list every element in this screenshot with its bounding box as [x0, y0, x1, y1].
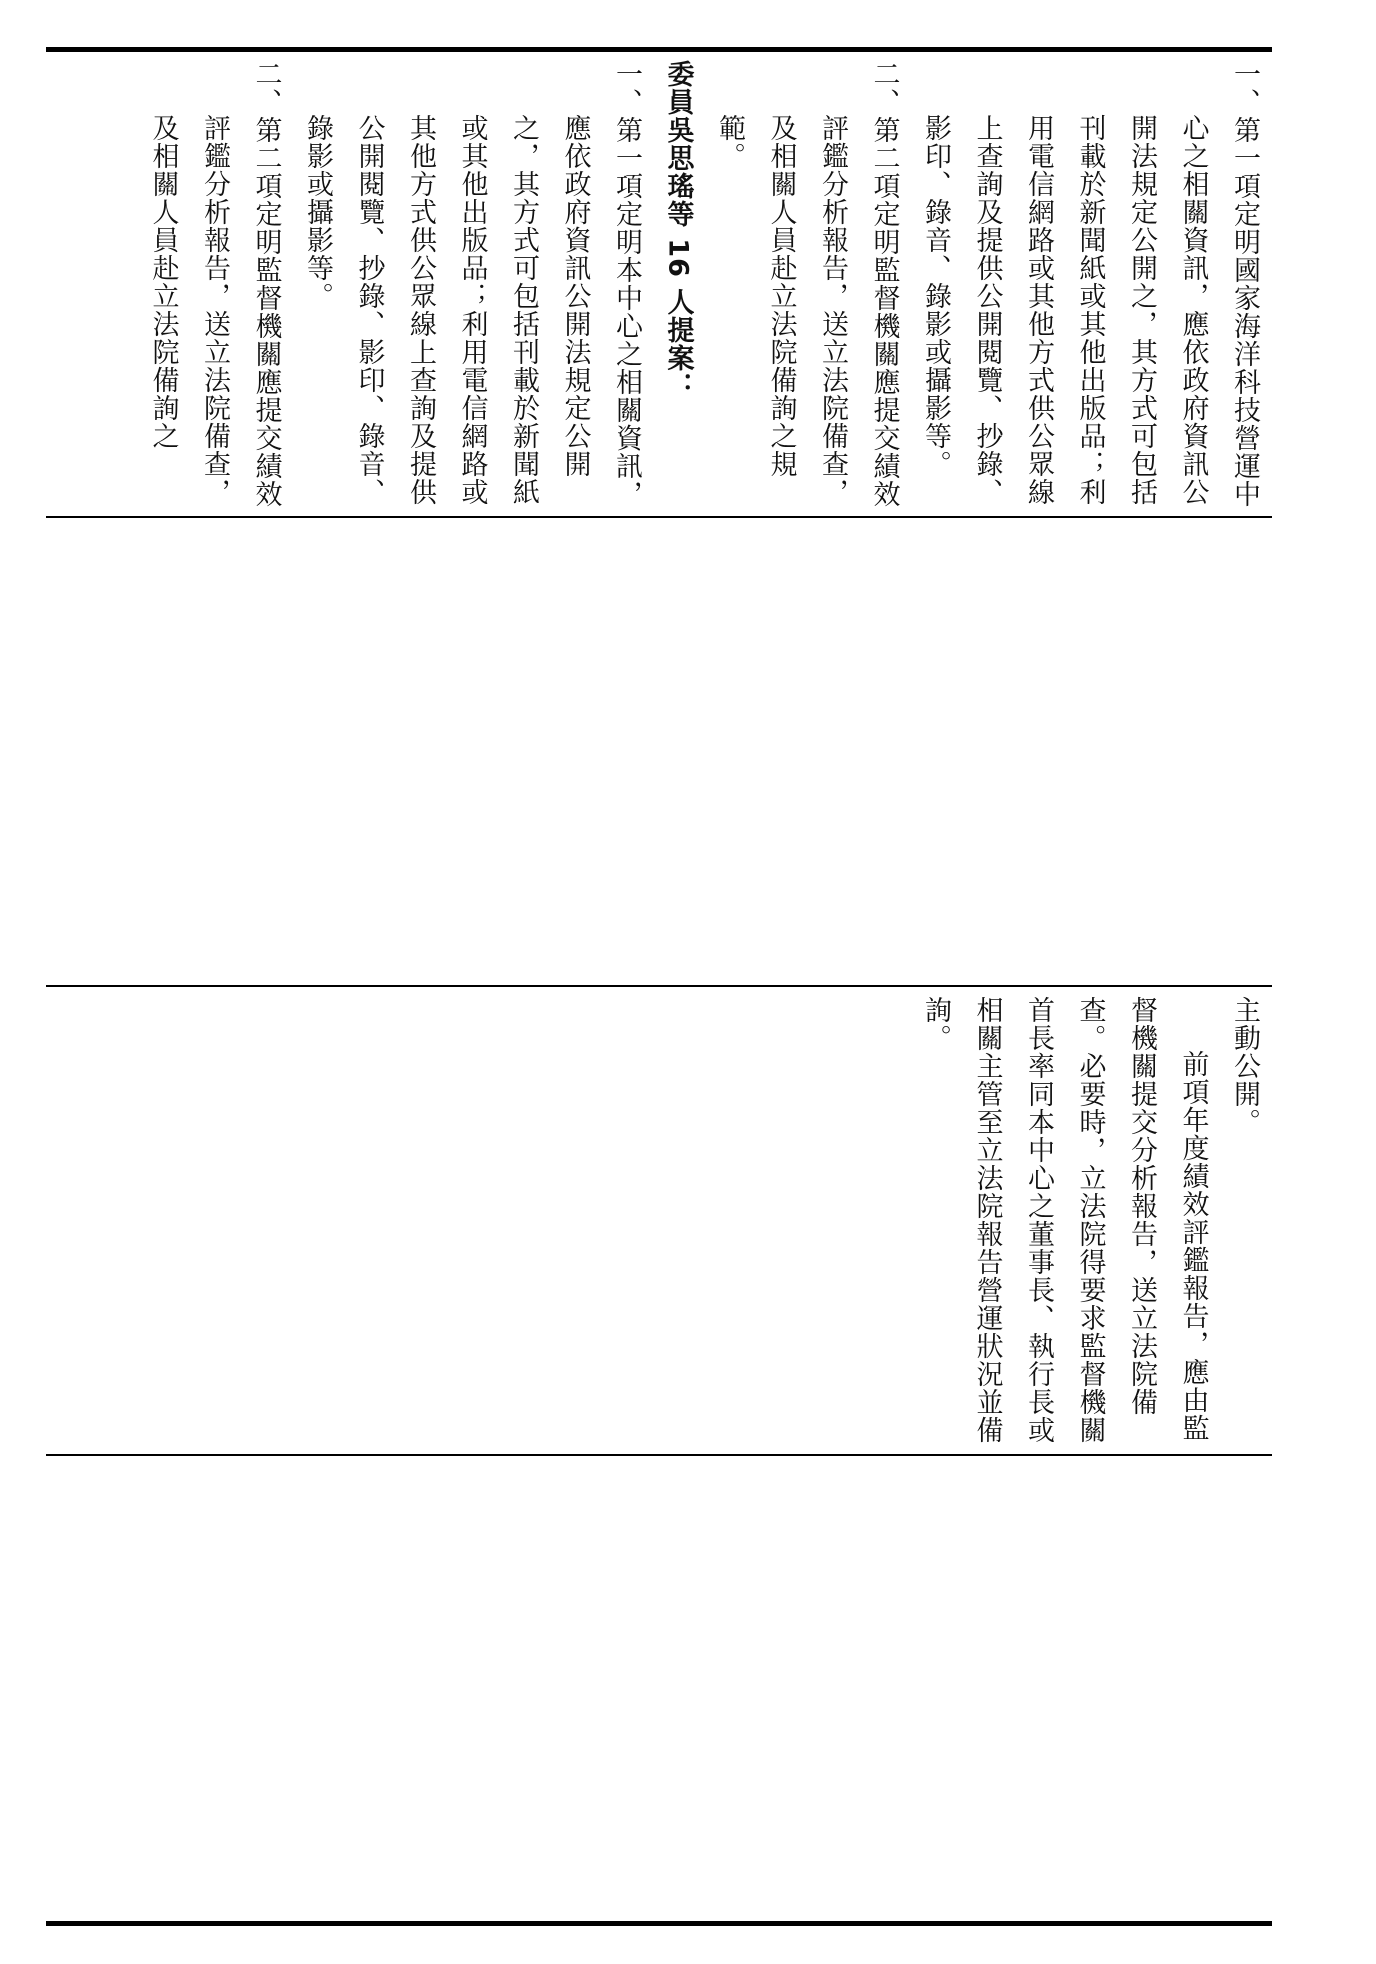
- article-text-paragraph-2: 前項年度績效評鑑報告，應由監督機關提交分析報告，送立法院備查。必要時，立法院得要求監督機關首長率同本中心之董事長、執行長或相關主管至立法院報告營運狀況並備詢。: [920, 996, 1209, 1444]
- proposal-item-1: 一、第一項定明本中心之相關資訊，應依政府資訊公開法規定公開之，其方式可包括刊載於新聞紙或其他出版品；利用電信網路或其他方式供公眾線上查詢及提供公開閱覽、抄錄、影印、錄音、錄影或攝影等。: [302, 60, 642, 508]
- explanation-cell: [58, 60, 1270, 508]
- mid-rule-3: [46, 1454, 1272, 1456]
- proposal-item-2: 二、第二項定明監督機關應提交績效評鑑分析報告，送立法院備查，及相關人員赴立法院備詢之: [147, 60, 282, 508]
- mid-rule-1: [46, 516, 1272, 518]
- proposal-heading: 委員吳思瑤等 16 人提案：: [662, 60, 694, 401]
- mid-rule-2: [46, 985, 1272, 987]
- bottom-rule: [46, 1921, 1272, 1926]
- top-rule: [46, 47, 1272, 52]
- article-text-cell: [58, 996, 1270, 1446]
- article-text-line-1: 主動公開。: [1229, 996, 1260, 1136]
- explanation-item-2: 二、第二項定明監督機關應提交績效評鑑分析報告，送立法院備查，及相關人員赴立法院備詢之規範。: [714, 60, 900, 508]
- explanation-item-1: 一、第一項定明國家海洋科技營運中心之相關資訊，應依政府資訊公開法規定公開之，其方式可包括刊載於新聞紙或其他出版品；利用電信網路或其他方式供公眾線上查詢及提供公開閱覽、抄錄、影印、錄音、錄影或攝影等。: [920, 60, 1260, 508]
